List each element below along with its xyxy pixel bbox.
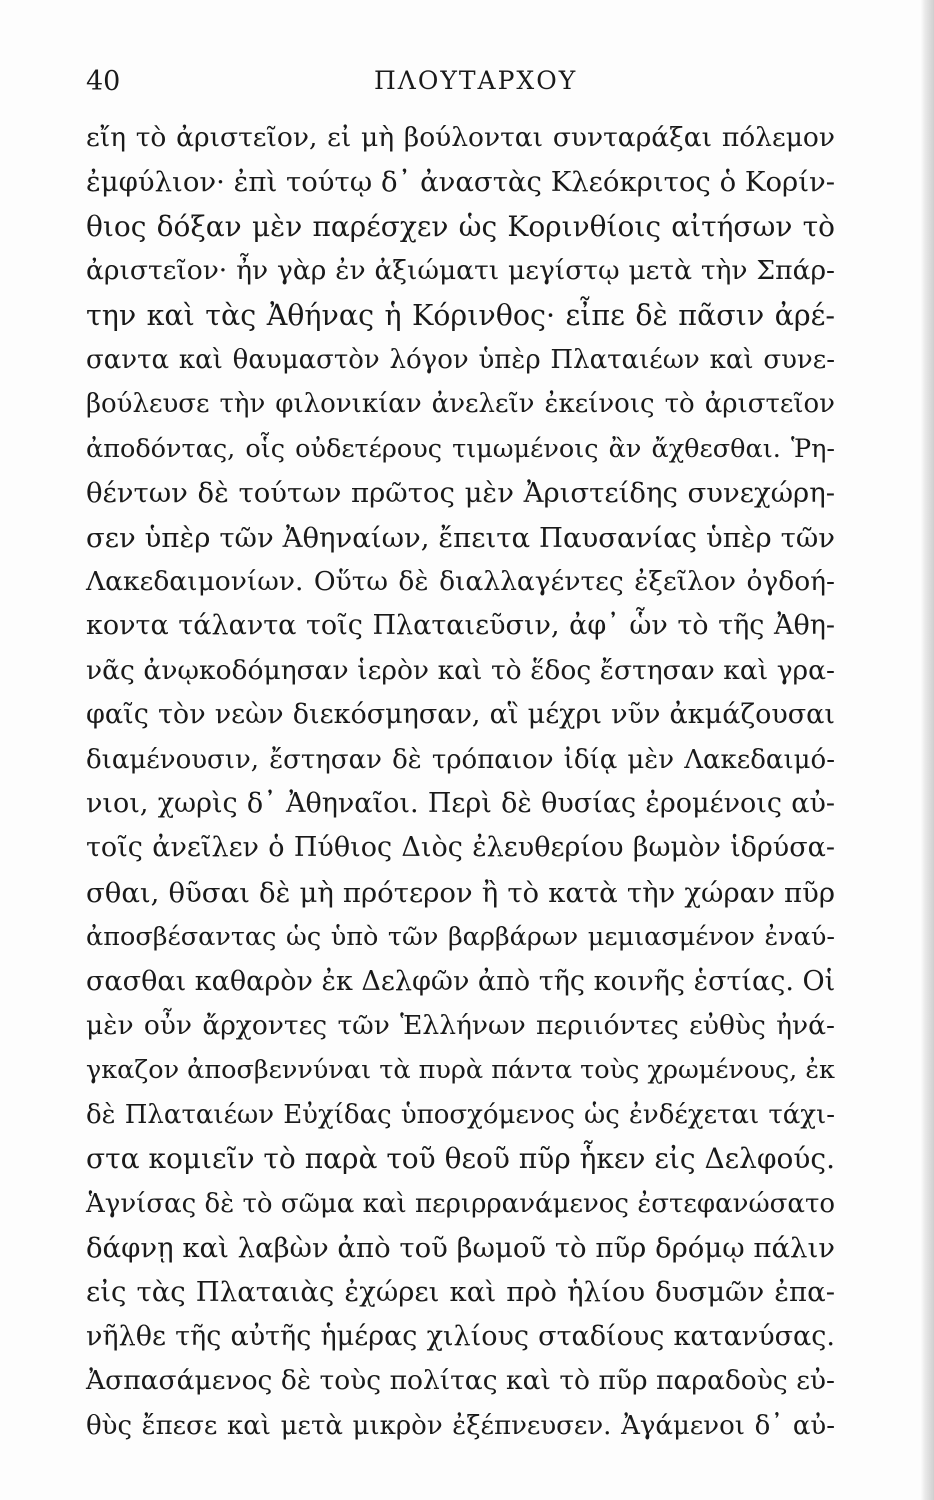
text-line: ἀποδόντας, οἷς οὐδετέρους τιμωμένοις ἂν ἄχθεσθαι. Ῥη- [86,433,835,464]
text-line: διαμένουσιν, ἔστησαν δὲ τρόπαιον ἰδίᾳ μὲν Λακεδαιμό- [86,744,835,775]
text-line: Λακεδαιμονίων. Οὕτω δὲ διαλλαγέντες ἐξεῖλον ὀγδοή- [86,566,835,597]
page-edge-shadow [920,0,934,1500]
text-line: ἀποσβέσαντας ὡς ὑπὸ τῶν βαρβάρων μεμιασμένον ἐναύ- [86,922,835,953]
text-line: σαντα καὶ θαυμαστὸν λόγον ὑπὲρ Πλαταιέων καὶ συνε- [86,345,835,375]
text-line: ἀριστεῖον· ἦν γὰρ ἐν ἀξιώματι μεγίστῳ μετὰ τὴν Σπάρ- [86,255,835,287]
text-line: στα κομιεῖν τὸ παρὰ τοῦ θεοῦ πῦρ ἧκεν εἰς Δελφούς. [86,1142,835,1176]
text-line: νᾶς ἀνῳκοδόμησαν ἱερὸν καὶ τὸ ἕδος ἔστησαν καὶ γρα- [86,654,835,686]
text-line: φαῖς τὸν νεὼν διεκόσμησαν, αἳ μέχρι νῦν ἀκμάζουσαι [86,699,835,731]
text-line: εἰς τὰς Πλαταιὰς ἐχώρει καὶ πρὸ ἡλίου δυσμῶν ἐπα- [86,1276,835,1309]
text-line: δὲ Πλαταιέων Εὐχίδας ὑποσχόμενος ὡς ἐνδέχεται τάχι- [86,1099,835,1130]
text-line: τοῖς ἀνεῖλεν ὁ Πύθιος Διὸς ἐλευθερίου βωμὸν ἱδρύσα- [86,832,835,864]
text-line: θέντων δὲ τούτων πρῶτος μὲν Ἀριστείδης συνεχώρη- [86,477,835,510]
text-line: σθαι, θῦσαι δὲ μὴ πρότερον ἢ τὸ κατὰ τὴν χώραν πῦρ [86,876,835,909]
text-line: κοντα τάλαντα τοῖς Πλαταιεῦσιν, ἀφ᾽ ὧν τὸ τῆς Ἀθη- [86,610,835,642]
text-line: σασθαι καθαρὸν ἐκ Δελφῶν ἀπὸ τῆς κοινῆς ἑστίας. Οἱ [86,965,836,997]
running-title: ΠΛΟΥΤΑΡΧΟΥ [374,66,578,95]
text-line: βούλευσε τὴν φιλονικίαν ἀνελεῖν ἐκείνοις τὸ ἀριστεῖον [86,389,835,420]
text-line: γκαζον ἀποσβεννύναι τὰ πυρὰ πάντα τοὺς χρωμένους, ἐκ [86,1055,835,1086]
text-line: ἐμφύλιον· ἐπὶ τούτῳ δ᾽ ἀναστὰς Κλεόκριτος ὁ Κορίν- [86,166,835,199]
text-line: Ἀσπασάμενος δὲ τοὺς πολίτας καὶ τὸ πῦρ παραδοὺς εὐ- [86,1365,835,1397]
text-line: μὲν οὖν ἄρχοντες τῶν Ἑλλήνων περιιόντες εὐθὺς ἠνά- [86,1010,835,1041]
text-line: νιοι, χωρὶς δ᾽ Ἀθηναῖοι. Περὶ δὲ θυσίας ἐρομένοις αὐ- [86,788,835,819]
text-line: σεν ὑπὲρ τῶν Ἀθηναίων, ἔπειτα Παυσανίας ὑπὲρ τῶν [86,521,835,554]
text-line: θιος δόξαν μὲν παρέσχεν ὡς Κορινθίοις αἰτήσων τὸ [86,209,835,243]
text-line: δάφνῃ καὶ λαβὼν ἀπὸ τοῦ βωμοῦ τὸ πῦρ δρόμῳ πάλιν [86,1232,835,1264]
text-line: εἴη τὸ ἀριστεῖον, εἰ μὴ βούλονται συνταράξαι πόλεμον [86,122,835,153]
page-header [0,62,934,102]
text-line: Ἁγνίσας δὲ τὸ σῶμα καὶ περιρρανάμενος ἐστεφανώσατο [86,1188,835,1219]
text-line: την καὶ τὰς Ἀθήνας ἡ Κόρινθος· εἶπε δὲ πᾶσιν ἀρέ- [86,298,835,332]
page-number: 40 [86,66,121,97]
text-line: νῆλθε τῆς αὐτῆς ἡμέρας χιλίους σταδίους κατανύσας. [86,1320,835,1352]
text-line: θὺς ἔπεσε καὶ μετὰ μικρὸν ἐξέπνευσεν. Ἀγάμενοι δ᾽ αὐ- [86,1410,835,1441]
